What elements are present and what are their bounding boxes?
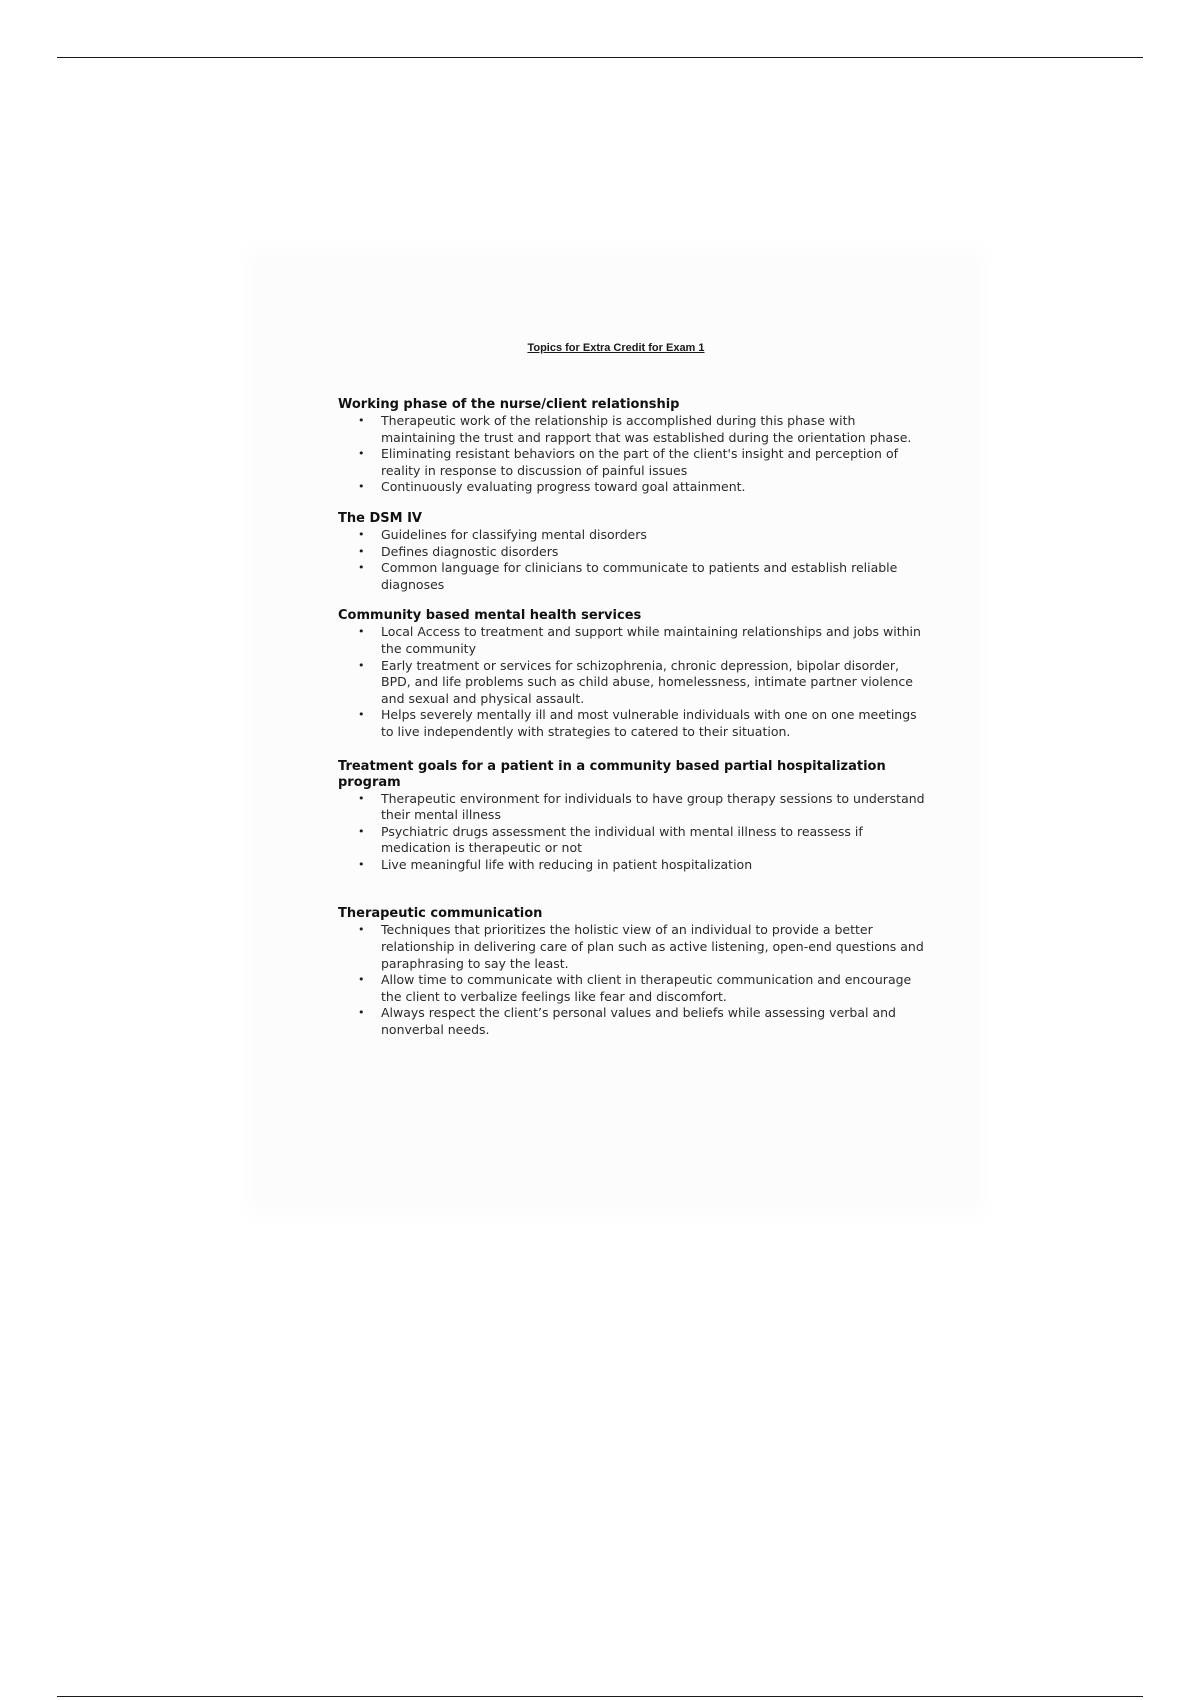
list-item: • Local Access to treatment and support while maintaining relationships and jobs within the community <box>338 624 928 657</box>
bullet-list <box>338 413 928 496</box>
section-heading: The DSM IV <box>338 510 422 526</box>
list-item: • Continuously evaluating progress toward goal attainment. <box>338 479 928 496</box>
section-community-services <box>338 608 928 740</box>
list-item: • Psychiatric drugs assessment the individual with mental illness to reassess if medication is therapeutic or not <box>338 824 928 857</box>
section-treatment-goals <box>338 759 928 874</box>
list-item: • Live meaningful life with reducing in patient hospitalization <box>338 857 928 874</box>
section-heading: Community based mental health services <box>338 608 642 624</box>
list-item: • Allow time to communicate with client in therapeutic communication and encourage the client to verbalize feelings like fear and discomfort. <box>338 972 928 1005</box>
document-body <box>338 397 928 1039</box>
list-item: • Early treatment or services for schizophrenia, chronic depression, bipolar disorder, BPD, and life problems such as child abuse, homelessness, intimate partner violence and sexual and physical assault. <box>338 658 928 708</box>
section-heading: Treatment goals for a patient in a community based partial hospitalization program <box>338 758 886 790</box>
list-item: • Therapeutic work of the relationship is accomplished during this phase with maintaining the trust and rapport that was established during the orientation phase. <box>338 413 928 446</box>
list-item: • Always respect the client’s personal values and beliefs while assessing verbal and nonverbal needs. <box>338 1005 928 1038</box>
section-dsm-iv <box>338 511 928 593</box>
bullet-list <box>338 527 928 593</box>
section-therapeutic-communication <box>338 906 928 1038</box>
document-page-image <box>255 258 977 1206</box>
section-heading: Therapeutic communication <box>338 906 543 922</box>
list-item: • Therapeutic environment for individuals to have group therapy sessions to understand their mental illness <box>338 791 928 824</box>
list-item: • Defines diagnostic disorders <box>338 544 928 561</box>
list-item: • Helps severely mentally ill and most vulnerable individuals with one on one meetings to live independently with strategies to catered to their situation. <box>338 707 928 740</box>
list-item: • Techniques that prioritizes the holistic view of an individual to provide a better relationship in delivering care of plan such as active listening, open-end questions and paraphrasing to say the least. <box>338 922 928 972</box>
section-working-phase <box>338 397 928 496</box>
document-title: Topics for Extra Credit for Exam 1 <box>527 342 705 354</box>
list-item: • Eliminating resistant behaviors on the part of the client's insight and perception of reality in response to discussion of painful issues <box>338 446 928 479</box>
bottom-divider <box>57 1696 1143 1697</box>
bullet-list <box>338 624 928 740</box>
top-divider <box>57 57 1143 58</box>
section-heading: Working phase of the nurse/client relationship <box>338 397 680 412</box>
list-item: • Common language for clinicians to communicate to patients and establish reliable diagnoses <box>338 560 928 593</box>
bullet-list <box>338 922 928 1038</box>
bullet-list <box>338 791 928 874</box>
list-item: • Guidelines for classifying mental disorders <box>338 527 928 544</box>
